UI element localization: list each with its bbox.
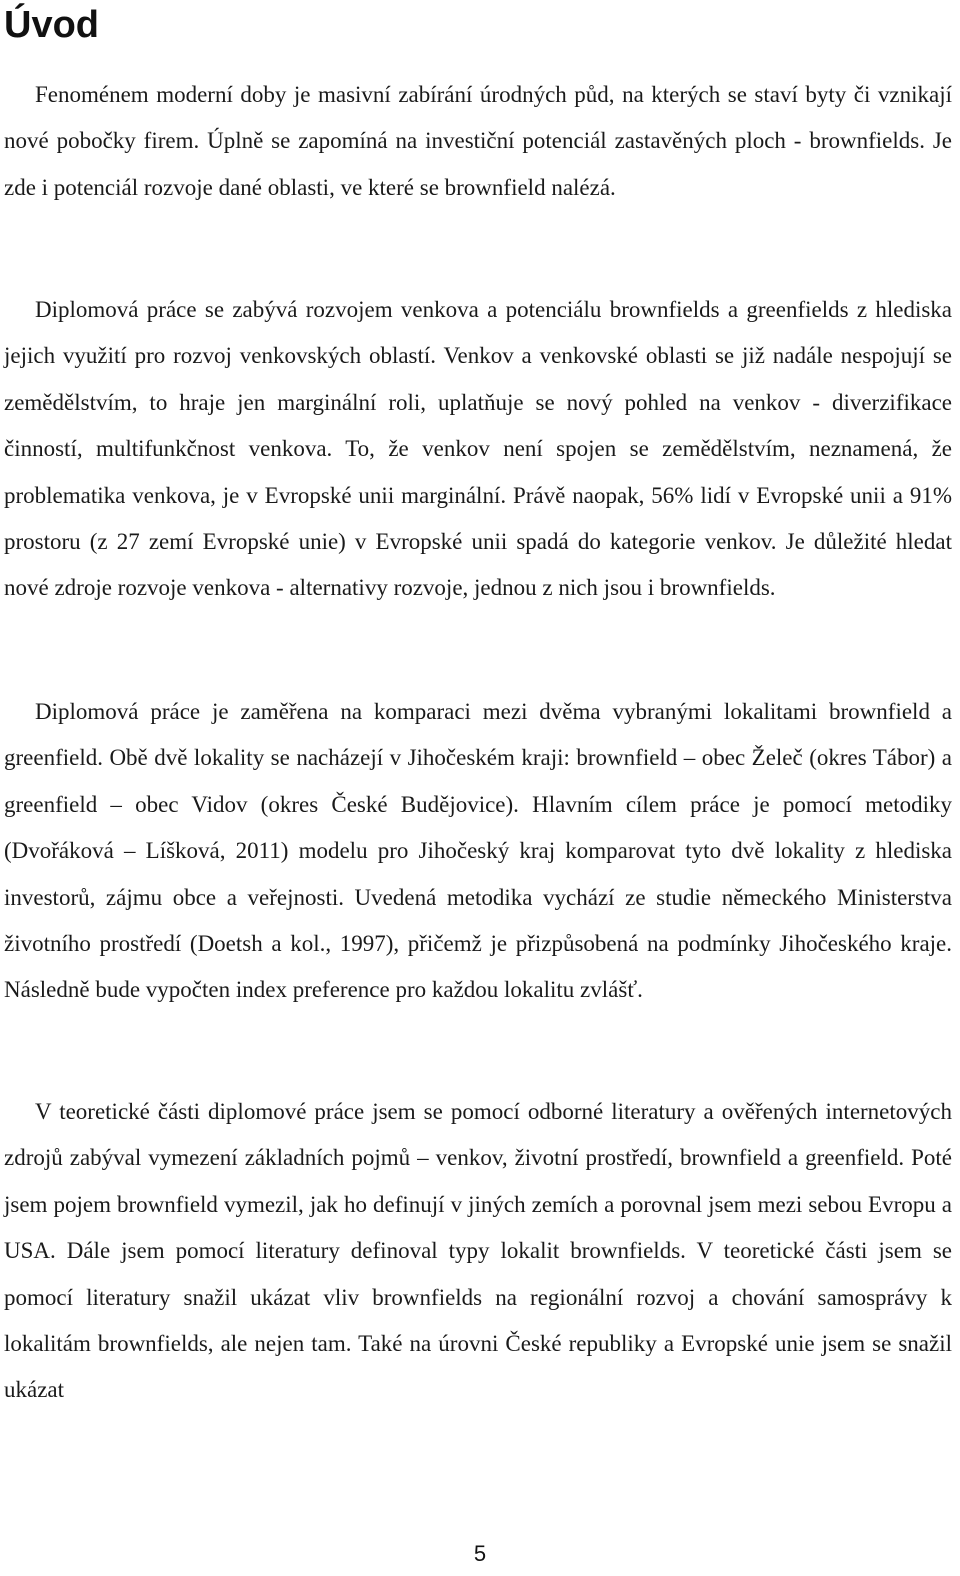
page-title: Úvod: [4, 4, 99, 46]
paragraph-rural-development: Diplomová práce se zabývá rozvojem venkova a potenciálu brownfields a greenfields z hlediska jejich využití pro rozvoj venkovských oblastí. Venkov a venkovské oblasti se již nadále nespojují se zemědělstvím, to hraje jen marginální roli, uplatňuje se nový pohled na venkov - diverzifikace činností, multifunkčnost venkova. To, že venkov není spojen se zemědělstvím, neznamená, že problematika venkova, je v Evropské unii marginální. Právě naopak, 56% lidí v Evropské unii a 91% prostoru (z 27 zemí Evropské unie) v Evropské unii spadá do kategorie venkov. Je důležité hledat nové zdroje rozvoje venkova - alternativy rozvoje, jednou z nich jsou i brownfields.: [4, 297, 952, 601]
paragraph-intro: Fenoménem moderní doby je masivní zabírání úrodných půd, na kterých se staví byty či vznikají nové pobočky firem. Úplně se zapomíná na investiční potenciál zastavěných ploch - brownfields. Je zde i potenciál rozvoje dané oblasti, ve které se brownfield nalézá.: [4, 82, 952, 200]
paragraph-theory: V teoretické části diplomové práce jsem se pomocí odborné literatury a ověřených internetových zdrojů zabýval vymezení základních pojmů – venkov, životní prostředí, brownfield a greenfield. Poté jsem pojem brownfield vymezil, jak ho definují v jiných zemích a porovnal jsem mezi sebou Evropu a USA. Dále jsem pomocí literatury definoval typy lokalit brownfields. V teoretické části jsem se pomocí literatury snažil ukázat vliv brownfields na regionální rozvoj a chování samosprávy k lokalitám brownfields, ale nejen tam. Také na úrovni České republiky a Evropské unie jsem se snažil ukázat: [4, 1099, 952, 1403]
page-number: 5: [473, 1541, 487, 1566]
paragraph-comparison: Diplomová práce je zaměřena na komparaci mezi dvěma vybranými lokalitami brownfield a greenfield. Obě dvě lokality se nacházejí v Jihočeském kraji: brownfield – obec Želeč (okres Tábor) a greenfield – obec Vidov (okres České Budějovice). Hlavním cílem práce je pomocí metodiky (Dvořáková – Líšková, 2011) modelu pro Jihočeský kraj komparovat tyto dvě lokality z hlediska investorů, zájmu obce a veřejnosti. Uvedená metodika vychází ze studie německého Ministerstva životního prostředí (Doetsh a kol., 1997), přičemž je přizpůsobená na podmínky Jihočeského kraje. Následně bude vypočten index preference pro každou lokalitu zvlášť.: [4, 699, 952, 1003]
